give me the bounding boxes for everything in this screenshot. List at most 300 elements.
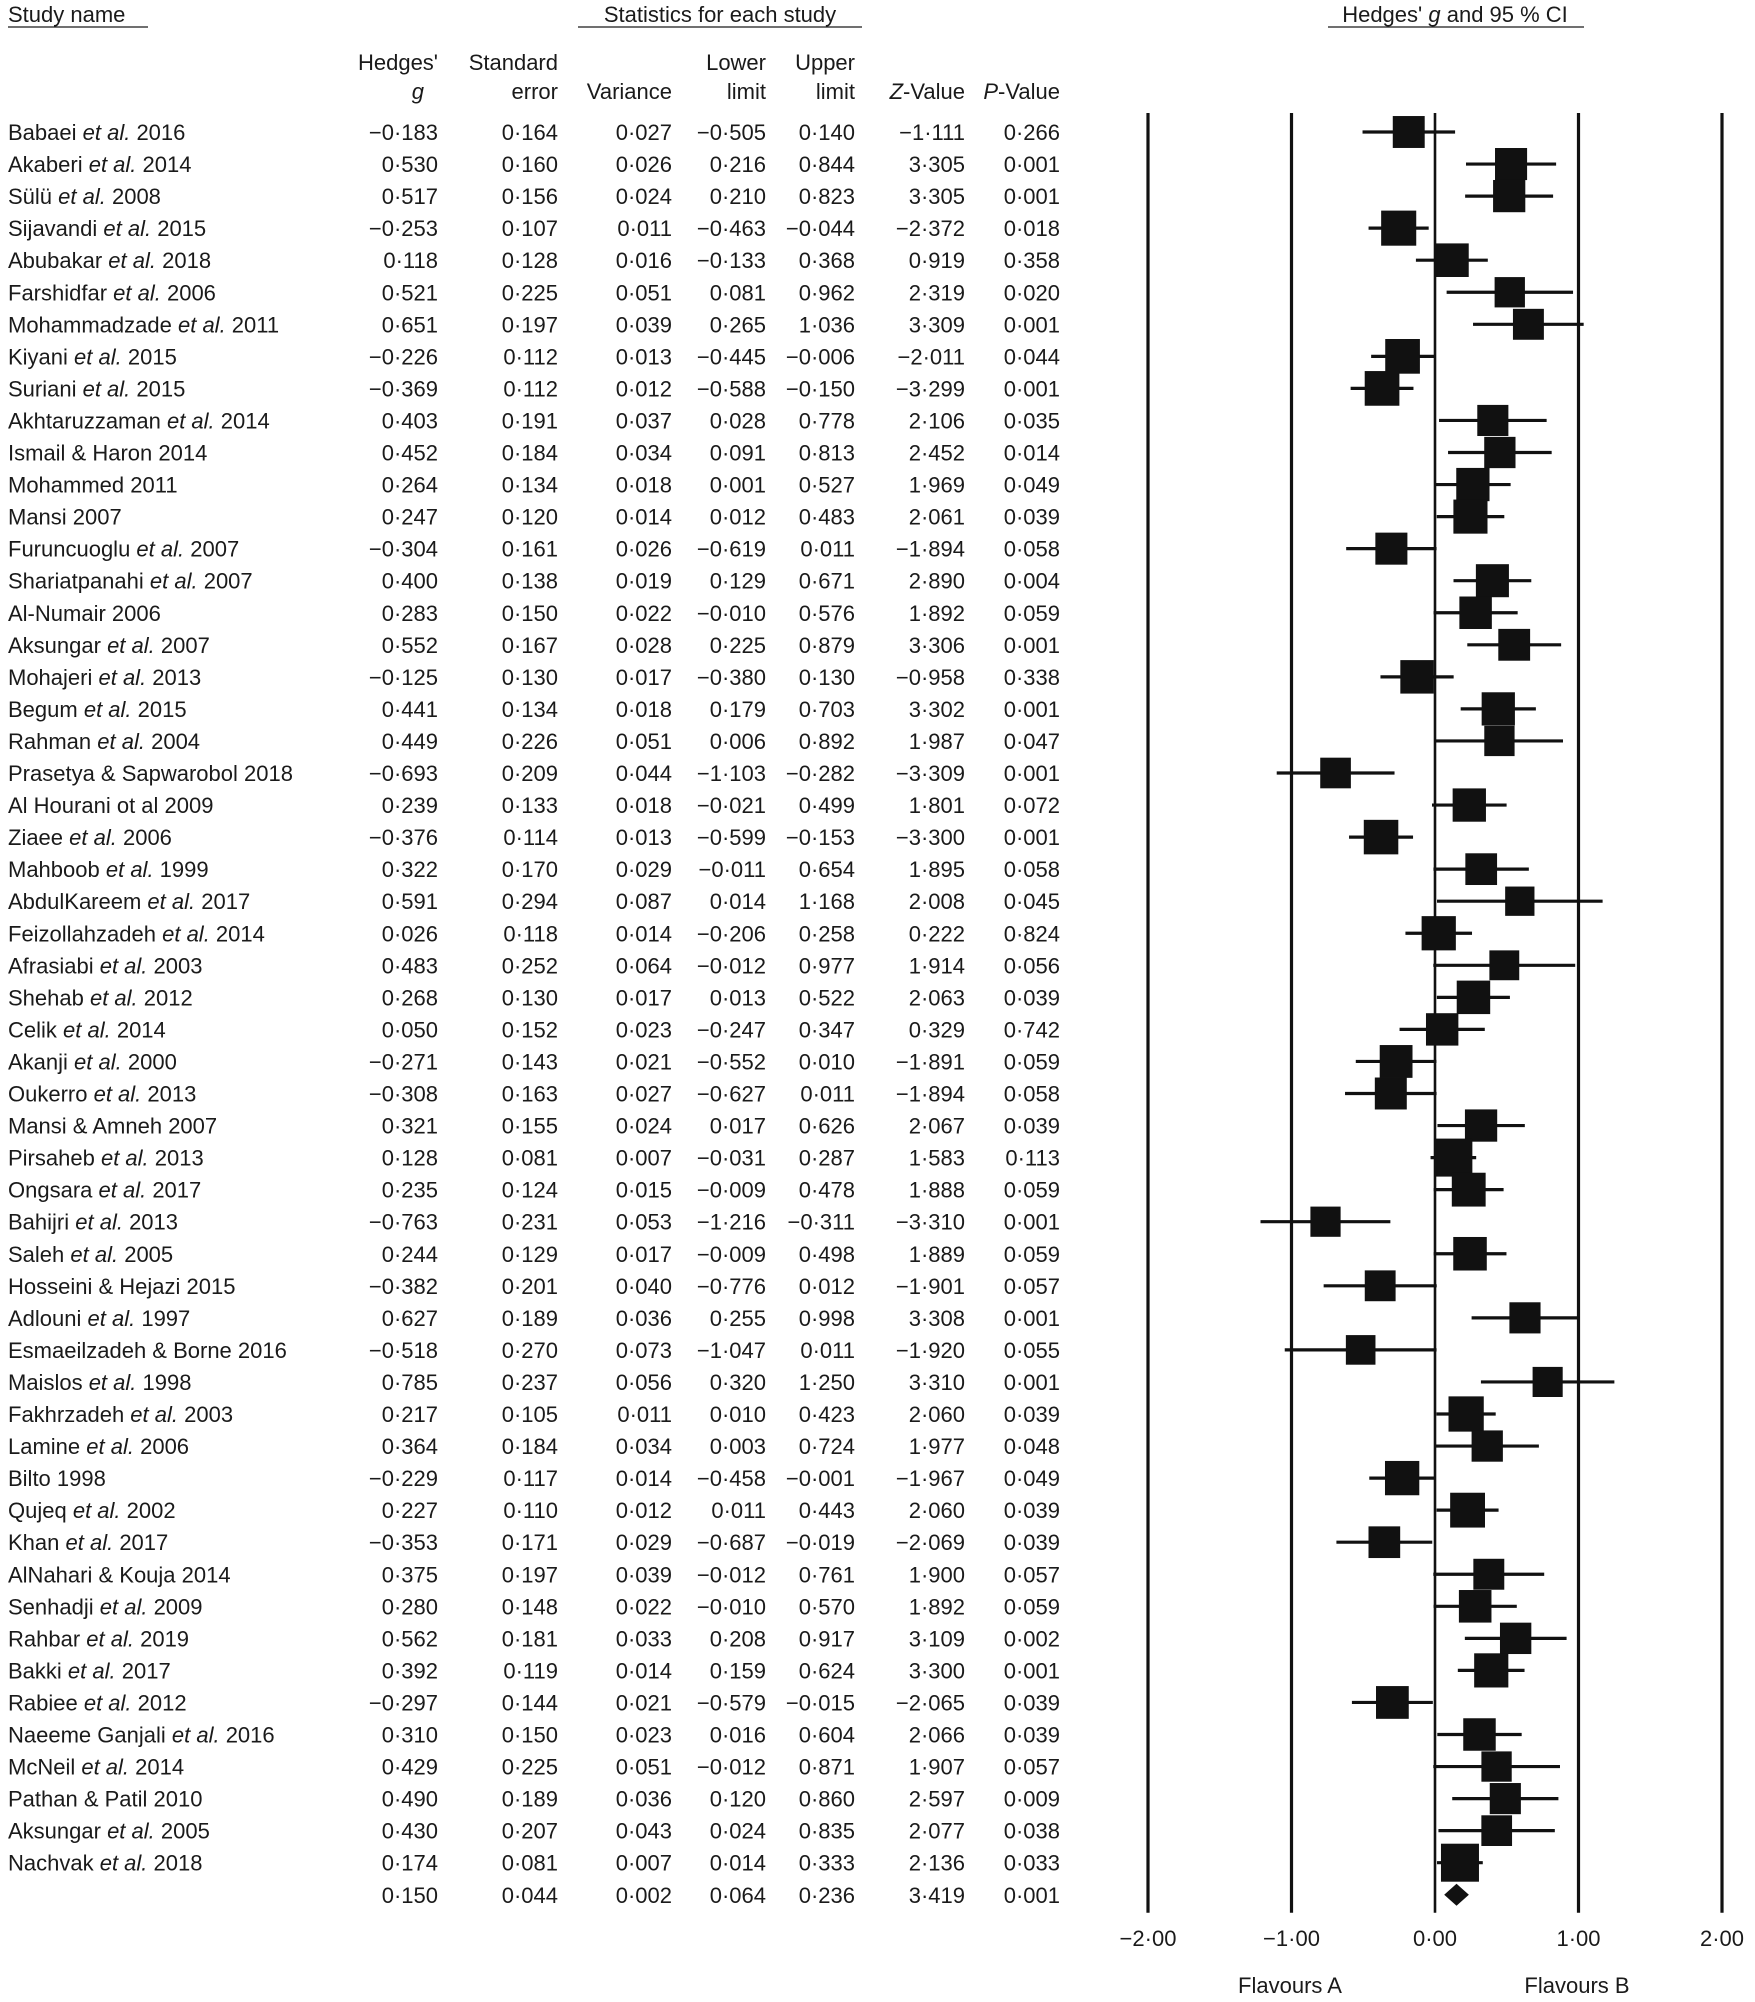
study-z-value: 2·066 xyxy=(908,1722,965,1748)
study-g-value: −0·226 xyxy=(368,344,438,370)
study-upper-value: 0·368 xyxy=(798,248,855,274)
study-effect-square xyxy=(1500,1623,1531,1654)
study-var-value: 0·014 xyxy=(615,921,672,947)
study-p-value: 0·002 xyxy=(1003,1626,1060,1652)
study-effect-square xyxy=(1498,629,1530,661)
study-lower-value: 0·210 xyxy=(709,184,766,210)
study-z-value: 3·308 xyxy=(908,1305,965,1331)
study-p-value: 0·338 xyxy=(1003,664,1060,690)
column-header-upper-line2: limit xyxy=(815,79,855,104)
study-lower-value: 0·012 xyxy=(709,504,766,530)
study-se-value: 0·189 xyxy=(501,1786,558,1812)
pooled-lower-value: 0·064 xyxy=(709,1882,766,1908)
study-name: Mahboob et al. 1999 xyxy=(8,857,209,883)
study-name: Shehab et al. 2012 xyxy=(8,985,193,1011)
study-z-value: 3·306 xyxy=(908,632,965,658)
study-name: Senhadji et al. 2009 xyxy=(8,1594,203,1620)
pooled-z-value: 3·419 xyxy=(908,1882,965,1908)
study-upper-value: −0·006 xyxy=(785,344,855,370)
study-name: Akaberi et al. 2014 xyxy=(8,152,192,178)
study-var-value: 0·016 xyxy=(615,248,672,274)
study-effect-square xyxy=(1310,1207,1340,1237)
study-p-value: 0·358 xyxy=(1003,248,1060,274)
study-upper-value: 0·871 xyxy=(798,1754,855,1780)
study-effect-square xyxy=(1393,116,1425,148)
study-g-value: 0·785 xyxy=(381,1369,438,1395)
study-var-value: 0·036 xyxy=(615,1305,672,1331)
study-effect-square xyxy=(1495,277,1525,307)
study-lower-value: −0·206 xyxy=(696,921,766,947)
study-lower-value: 0·003 xyxy=(709,1434,766,1460)
study-se-value: 0·134 xyxy=(501,696,558,722)
study-se-value: 0·124 xyxy=(501,1177,558,1203)
study-effect-square xyxy=(1473,1559,1504,1590)
study-lower-value: −0·588 xyxy=(696,376,766,402)
study-p-value: 0·055 xyxy=(1003,1337,1060,1363)
study-g-value: 0·530 xyxy=(381,152,438,178)
study-upper-value: 1·250 xyxy=(798,1369,855,1395)
study-upper-value: 0·140 xyxy=(798,120,855,145)
study-name: Bakki et al. 2017 xyxy=(8,1658,171,1684)
study-name: Rahman et al. 2004 xyxy=(8,728,201,754)
x-tick-label: −1·00 xyxy=(1263,1926,1320,1951)
study-z-value: 3·305 xyxy=(908,152,965,178)
study-se-value: 0·129 xyxy=(501,1241,558,1267)
study-se-value: 0·148 xyxy=(501,1594,558,1620)
study-name: Sijavandi et al. 2015 xyxy=(8,216,207,242)
study-g-value: −0·229 xyxy=(368,1466,438,1492)
study-se-value: 0·110 xyxy=(503,1498,558,1524)
study-name: Khan et al. 2017 xyxy=(8,1530,169,1556)
study-g-value: −0·376 xyxy=(368,825,438,851)
study-p-value: 0·048 xyxy=(1003,1434,1060,1460)
study-g-value: 0·552 xyxy=(381,632,438,658)
study-name: Kiyani et al. 2015 xyxy=(8,344,177,370)
study-name: Oukerro et al. 2013 xyxy=(8,1081,197,1107)
study-p-value: 0·058 xyxy=(1003,536,1060,562)
study-name: Hosseini & Hejazi 2015 xyxy=(8,1273,236,1299)
study-name: Shariatpanahi et al. 2007 xyxy=(8,568,253,594)
study-z-value: 2·060 xyxy=(908,1402,965,1427)
study-p-value: 0·001 xyxy=(1003,632,1060,658)
study-var-value: 0·051 xyxy=(615,280,672,306)
study-p-value: 0·059 xyxy=(1003,600,1060,626)
study-se-value: 0·164 xyxy=(501,120,558,145)
study-upper-value: 0·347 xyxy=(798,1017,855,1043)
study-upper-value: −0·311 xyxy=(787,1209,855,1235)
study-se-value: 0·167 xyxy=(501,632,558,658)
study-g-value: 0·483 xyxy=(381,953,438,979)
study-p-value: 0·056 xyxy=(1003,953,1060,979)
study-p-value: 0·047 xyxy=(1003,728,1060,754)
study-se-value: 0·120 xyxy=(501,504,558,530)
study-upper-value: 0·844 xyxy=(798,152,855,178)
study-lower-value: −1·103 xyxy=(696,761,766,786)
study-lower-value: −0·031 xyxy=(696,1145,766,1171)
study-effect-square xyxy=(1365,371,1400,406)
study-se-value: 0·107 xyxy=(501,216,558,242)
study-z-value: 2·067 xyxy=(908,1113,965,1139)
study-p-value: 0·113 xyxy=(1005,1145,1060,1171)
pooled-effect-diamond xyxy=(1444,1884,1469,1906)
study-lower-value: −0·445 xyxy=(696,344,766,370)
study-name: Maislos et al. 1998 xyxy=(8,1369,192,1395)
study-lower-value: 0·179 xyxy=(709,696,766,722)
study-z-value: −2·372 xyxy=(895,216,965,242)
study-z-value: 2·452 xyxy=(908,440,965,466)
study-p-value: 0·058 xyxy=(1003,857,1060,883)
study-lower-value: 0·014 xyxy=(709,889,766,915)
study-upper-value: 0·443 xyxy=(798,1498,855,1524)
study-z-value: −1·111 xyxy=(899,120,965,145)
study-p-value: 0·057 xyxy=(1003,1754,1060,1780)
study-var-value: 0·018 xyxy=(615,793,672,819)
study-upper-value: 0·011 xyxy=(800,536,855,562)
study-lower-value: −1·047 xyxy=(696,1337,766,1363)
study-effect-square xyxy=(1505,887,1534,916)
study-se-value: 0·144 xyxy=(501,1690,558,1716)
study-lower-value: −0·552 xyxy=(696,1049,766,1075)
study-g-value: 0·627 xyxy=(381,1305,438,1331)
study-upper-value: 0·813 xyxy=(798,440,855,466)
study-z-value: 2·008 xyxy=(908,889,965,915)
study-var-value: 0·040 xyxy=(615,1273,672,1299)
study-var-value: 0·017 xyxy=(615,985,672,1011)
study-p-value: 0·059 xyxy=(1003,1177,1060,1203)
study-name: Afrasiabi et al. 2003 xyxy=(8,953,203,979)
study-z-value: 1·900 xyxy=(908,1562,965,1588)
study-se-value: 0·133 xyxy=(501,793,558,819)
pooled-se-value: 0·044 xyxy=(501,1882,558,1908)
study-name: Rahbar et al. 2019 xyxy=(8,1626,190,1652)
study-lower-value: −0·012 xyxy=(696,1562,766,1588)
study-upper-value: 0·011 xyxy=(800,1081,855,1107)
study-var-value: 0·064 xyxy=(615,953,672,979)
study-name: AbdulKareem et al. 2017 xyxy=(8,889,251,915)
study-var-value: 0·012 xyxy=(615,376,672,402)
study-p-value: 0·001 xyxy=(1003,1209,1060,1235)
study-var-value: 0·034 xyxy=(615,1434,672,1460)
study-lower-value: −0·012 xyxy=(696,953,766,979)
study-se-value: 0·155 xyxy=(501,1113,558,1139)
study-effect-square xyxy=(1459,1590,1492,1623)
study-effect-square xyxy=(1450,1493,1485,1528)
column-header-z-line2: Z-Value xyxy=(889,79,965,104)
study-upper-value: 0·761 xyxy=(798,1562,855,1588)
study-effect-square xyxy=(1481,1751,1511,1781)
study-name: Mohammadzade et al. 2011 xyxy=(8,312,280,338)
study-p-value: 0·001 xyxy=(1003,1305,1060,1331)
study-upper-value: 0·333 xyxy=(798,1850,855,1876)
study-p-value: 0·039 xyxy=(1003,1690,1060,1716)
study-name: Suriani et al. 2015 xyxy=(8,376,186,402)
study-effect-square xyxy=(1474,1653,1508,1687)
study-name: Furuncuoglu et al. 2007 xyxy=(8,536,240,562)
study-se-value: 0·160 xyxy=(501,152,558,178)
study-upper-value: 0·478 xyxy=(798,1177,855,1203)
study-se-value: 0·163 xyxy=(501,1081,558,1107)
favours-right-label: Flavours B xyxy=(1524,1973,1630,1998)
study-se-value: 0·119 xyxy=(503,1658,558,1684)
study-z-value: −2·069 xyxy=(895,1530,965,1556)
study-p-value: 0·059 xyxy=(1003,1049,1060,1075)
study-name: Ismail & Haron 2014 xyxy=(8,440,208,466)
study-effect-square xyxy=(1484,437,1515,468)
study-upper-value: 0·860 xyxy=(798,1786,855,1812)
study-g-value: 0·452 xyxy=(381,440,438,466)
study-g-value: 0·118 xyxy=(383,248,438,274)
study-p-value: 0·039 xyxy=(1003,1722,1060,1748)
study-se-value: 0·081 xyxy=(501,1850,558,1876)
header-study-name: Study name xyxy=(8,2,126,27)
study-se-value: 0·226 xyxy=(501,728,558,754)
study-name: Lamine et al. 2006 xyxy=(8,1434,190,1460)
study-se-value: 0·184 xyxy=(501,1434,558,1460)
study-p-value: 0·059 xyxy=(1003,1594,1060,1620)
study-g-value: 0·050 xyxy=(381,1017,438,1043)
study-lower-value: 0·225 xyxy=(709,632,766,658)
study-z-value: 0·329 xyxy=(908,1017,965,1043)
study-var-value: 0·011 xyxy=(617,216,672,242)
study-effect-square xyxy=(1489,950,1519,980)
column-header-p-line2: P-Value xyxy=(983,79,1060,104)
study-p-value: 0·009 xyxy=(1003,1786,1060,1812)
study-g-value: −0·271 xyxy=(368,1049,438,1075)
study-var-value: 0·039 xyxy=(615,1562,672,1588)
study-se-value: 0·201 xyxy=(501,1273,558,1299)
study-var-value: 0·018 xyxy=(615,696,672,722)
study-g-value: −0·353 xyxy=(368,1530,438,1556)
study-g-value: −0·253 xyxy=(368,216,438,242)
study-p-value: 0·039 xyxy=(1003,1498,1060,1524)
study-upper-value: −0·282 xyxy=(785,761,855,786)
study-z-value: 1·801 xyxy=(908,793,965,819)
study-lower-value: −0·010 xyxy=(696,1594,766,1620)
study-effect-square xyxy=(1482,692,1515,725)
study-name: Pirsaheb et al. 2013 xyxy=(8,1145,204,1171)
study-z-value: 1·892 xyxy=(908,1594,965,1620)
study-z-value: 1·583 xyxy=(908,1145,965,1171)
study-upper-value: 0·287 xyxy=(798,1145,855,1171)
study-name: Naeeme Ganjali et al. 2016 xyxy=(8,1722,275,1748)
study-name: Aksungar et al. 2007 xyxy=(8,632,210,658)
study-p-value: 0·266 xyxy=(1003,120,1060,145)
study-upper-value: 1·168 xyxy=(798,889,855,915)
study-se-value: 0·105 xyxy=(501,1402,558,1427)
study-upper-value: −0·044 xyxy=(785,216,855,242)
pooled-g-value: 0·150 xyxy=(381,1882,438,1908)
study-z-value: −3·310 xyxy=(895,1209,965,1235)
study-upper-value: 0·604 xyxy=(798,1722,855,1748)
study-g-value: 0·430 xyxy=(381,1818,438,1844)
study-z-value: 2·319 xyxy=(908,280,965,306)
study-upper-value: −0·019 xyxy=(785,1530,855,1556)
study-g-value: −0·382 xyxy=(368,1273,438,1299)
study-g-value: 0·026 xyxy=(381,921,438,947)
study-p-value: 0·001 xyxy=(1003,825,1060,851)
study-z-value: 3·309 xyxy=(908,312,965,338)
study-var-value: 0·034 xyxy=(615,440,672,466)
study-effect-square xyxy=(1490,1783,1521,1814)
study-g-value: 0·310 xyxy=(381,1722,438,1748)
study-se-value: 0·128 xyxy=(501,248,558,274)
study-lower-value: −0·505 xyxy=(696,120,766,145)
study-z-value: −1·894 xyxy=(895,1081,965,1107)
study-se-value: 0·117 xyxy=(503,1466,558,1492)
study-p-value: 0·039 xyxy=(1003,1530,1060,1556)
study-name: Mansi 2007 xyxy=(8,504,122,530)
study-se-value: 0·130 xyxy=(501,664,558,690)
column-header-se-line2: error xyxy=(511,79,558,104)
study-p-value: 0·039 xyxy=(1003,1402,1060,1427)
study-lower-value: −0·458 xyxy=(696,1466,766,1492)
study-se-value: 0·150 xyxy=(501,600,558,626)
study-se-value: 0·156 xyxy=(501,184,558,210)
study-g-value: 0·283 xyxy=(381,600,438,626)
study-lower-value: 0·028 xyxy=(709,408,766,434)
study-g-value: −0·125 xyxy=(368,664,438,690)
study-z-value: 3·109 xyxy=(908,1626,965,1652)
study-effect-square xyxy=(1365,1270,1396,1301)
study-effect-square xyxy=(1453,500,1487,534)
study-effect-square xyxy=(1434,1139,1472,1177)
study-lower-value: 0·081 xyxy=(709,280,766,306)
study-z-value: −3·300 xyxy=(895,825,965,851)
study-name: Saleh et al. 2005 xyxy=(8,1241,174,1267)
study-name: McNeil et al. 2014 xyxy=(8,1754,185,1780)
study-p-value: 0·059 xyxy=(1003,1241,1060,1267)
study-p-value: 0·001 xyxy=(1003,152,1060,178)
study-se-value: 0·112 xyxy=(503,344,558,370)
study-effect-square xyxy=(1463,1718,1495,1750)
study-se-value: 0·081 xyxy=(501,1145,558,1171)
study-z-value: 1·987 xyxy=(908,728,965,754)
study-se-value: 0·161 xyxy=(501,536,558,562)
study-effect-square xyxy=(1484,726,1514,756)
study-upper-value: 0·654 xyxy=(798,857,855,883)
study-var-value: 0·026 xyxy=(615,152,672,178)
study-lower-value: 0·010 xyxy=(709,1402,766,1427)
study-g-value: −0·369 xyxy=(368,376,438,402)
study-var-value: 0·022 xyxy=(615,1594,672,1620)
study-z-value: 0·919 xyxy=(908,248,965,274)
study-name: Adlouni et al. 1997 xyxy=(8,1305,191,1331)
study-p-value: 0·045 xyxy=(1003,889,1060,915)
study-upper-value: 0·977 xyxy=(798,953,855,979)
column-header-g-line1: Hedges' xyxy=(357,50,438,75)
study-se-value: 0·270 xyxy=(501,1337,558,1363)
study-name: Esmaeilzadeh & Borne 2016 xyxy=(8,1337,287,1363)
study-se-value: 0·184 xyxy=(501,440,558,466)
study-var-value: 0·027 xyxy=(615,120,672,145)
study-g-value: 0·651 xyxy=(381,312,438,338)
column-header-g-line2: g xyxy=(411,79,424,104)
study-effect-square xyxy=(1380,1045,1413,1078)
study-lower-value: 0·320 xyxy=(709,1369,766,1395)
study-z-value: 0·222 xyxy=(908,921,965,947)
study-lower-value: −0·599 xyxy=(696,825,766,851)
study-var-value: 0·023 xyxy=(615,1722,672,1748)
study-var-value: 0·024 xyxy=(615,1113,672,1139)
study-upper-value: −0·153 xyxy=(785,825,855,851)
study-g-value: 0·217 xyxy=(381,1402,438,1427)
study-upper-value: 0·835 xyxy=(798,1818,855,1844)
study-effect-square xyxy=(1477,405,1508,436)
study-effect-square xyxy=(1533,1367,1563,1397)
study-se-value: 0·197 xyxy=(501,1562,558,1588)
study-g-value: −0·693 xyxy=(368,761,438,786)
study-upper-value: −0·150 xyxy=(785,376,855,402)
study-lower-value: −0·011 xyxy=(698,857,766,883)
study-g-value: 0·268 xyxy=(381,985,438,1011)
pooled-var-value: 0·002 xyxy=(615,1882,672,1908)
study-var-value: 0·029 xyxy=(615,1530,672,1556)
study-g-value: 0·321 xyxy=(381,1113,438,1139)
study-se-value: 0·138 xyxy=(501,568,558,594)
study-var-value: 0·021 xyxy=(615,1690,672,1716)
column-header-upper-line1: Upper xyxy=(795,50,855,75)
study-g-value: 0·490 xyxy=(381,1786,438,1812)
study-se-value: 0·114 xyxy=(503,825,558,851)
study-var-value: 0·053 xyxy=(615,1209,672,1235)
study-p-value: 0·039 xyxy=(1003,1113,1060,1139)
study-upper-value: 0·499 xyxy=(798,793,855,819)
study-effect-square xyxy=(1385,339,1420,374)
study-se-value: 0·191 xyxy=(501,408,558,434)
study-g-value: 0·264 xyxy=(381,472,438,498)
study-p-value: 0·001 xyxy=(1003,184,1060,210)
study-se-value: 0·207 xyxy=(501,1818,558,1844)
study-p-value: 0·001 xyxy=(1003,1658,1060,1684)
study-upper-value: 0·724 xyxy=(798,1434,855,1460)
study-lower-value: 0·013 xyxy=(709,985,766,1011)
study-g-value: 0·521 xyxy=(381,280,438,306)
study-var-value: 0·036 xyxy=(615,1786,672,1812)
study-p-value: 0·049 xyxy=(1003,472,1060,498)
study-z-value: −3·309 xyxy=(895,761,965,786)
header-statistics-group: Statistics for each study xyxy=(603,2,837,27)
study-lower-value: −0·021 xyxy=(696,793,766,819)
study-lower-value: 0·129 xyxy=(709,568,766,594)
study-var-value: 0·018 xyxy=(615,472,672,498)
study-effect-square xyxy=(1435,243,1469,277)
study-z-value: 1·914 xyxy=(908,953,965,979)
study-var-value: 0·024 xyxy=(615,184,672,210)
study-lower-value: −0·247 xyxy=(696,1017,766,1043)
study-var-value: 0·029 xyxy=(615,857,672,883)
study-se-value: 0·112 xyxy=(503,376,558,402)
study-p-value: 0·014 xyxy=(1003,440,1060,466)
study-g-value: 0·449 xyxy=(381,728,438,754)
study-p-value: 0·039 xyxy=(1003,504,1060,530)
study-var-value: 0·043 xyxy=(615,1818,672,1844)
study-g-value: −0·308 xyxy=(368,1081,438,1107)
study-se-value: 0·252 xyxy=(501,953,558,979)
study-name: Al-Numair 2006 xyxy=(8,600,161,626)
study-z-value: −2·065 xyxy=(895,1690,965,1716)
study-se-value: 0·189 xyxy=(501,1305,558,1331)
study-z-value: 2·890 xyxy=(908,568,965,594)
study-upper-value: 0·011 xyxy=(800,1337,855,1363)
study-var-value: 0·051 xyxy=(615,1754,672,1780)
study-name: AlNahari & Kouja 2014 xyxy=(8,1562,231,1588)
study-upper-value: 0·998 xyxy=(798,1305,855,1331)
study-z-value: −1·967 xyxy=(895,1466,965,1492)
study-name: Al Hourani ot al 2009 xyxy=(8,793,214,819)
study-var-value: 0·037 xyxy=(615,408,672,434)
study-p-value: 0·057 xyxy=(1003,1273,1060,1299)
study-upper-value: 0·576 xyxy=(798,600,855,626)
